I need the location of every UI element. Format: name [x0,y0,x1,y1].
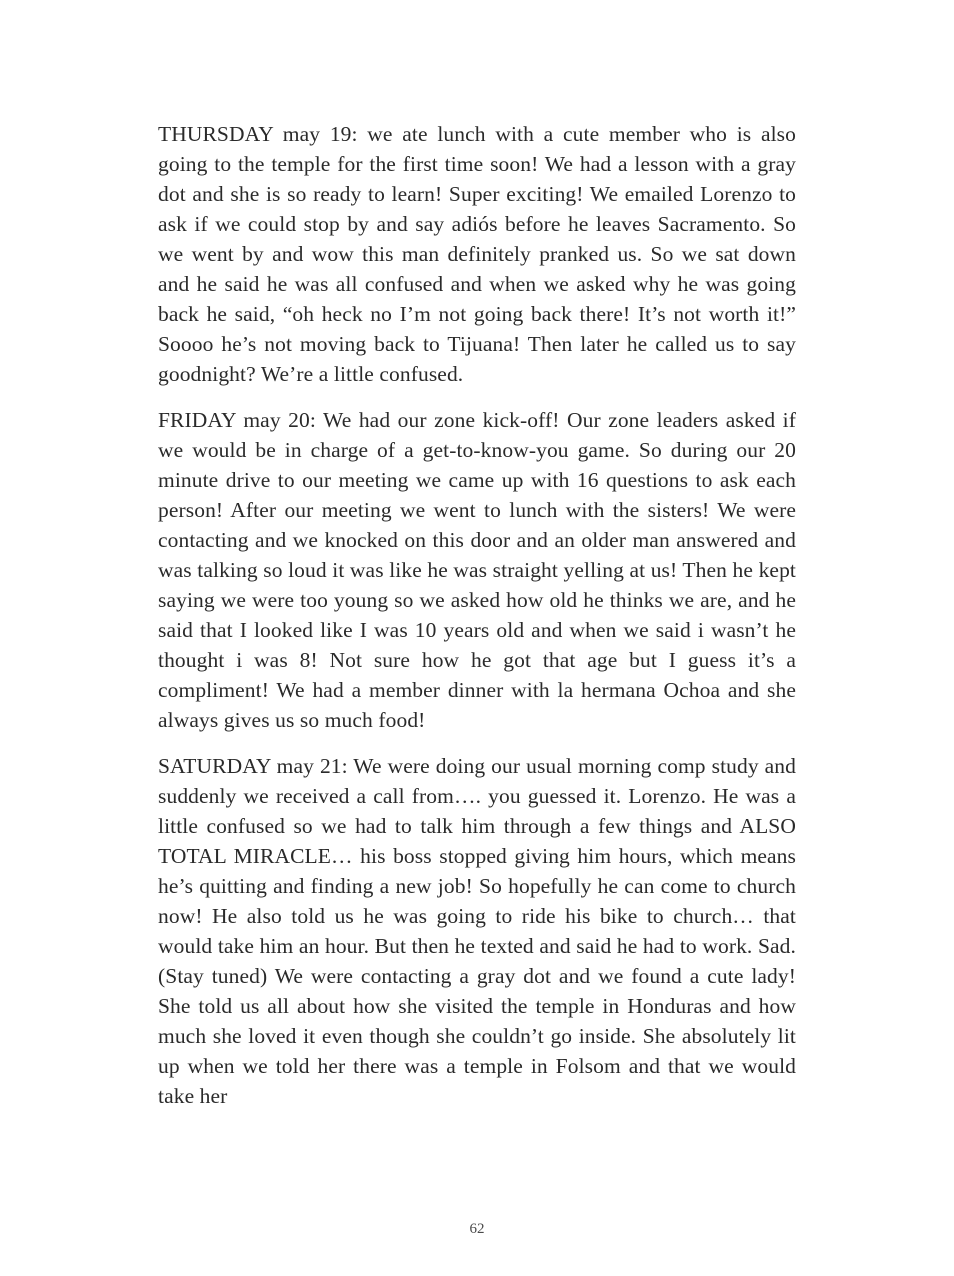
paragraph-friday: FRIDAY may 20: We had our zone kick-off! Our zone leaders asked if we would be in charge of a get-to-know-you game. So during our 20 minute drive to our meeting we came up with 16 questions to ask each person! After our meeting we went to lunch with the sisters! We were contacting and we knocked on this door and an older man answered and was talking so loud it was like he was straight yelling at us! Then he kept saying we were too young so we asked how old he thinks we are, and he said that I looked like I was 10 years old and when we said i wasn’t he thought i was 8! Not sure how he got that age but I guess it’s a compliment! We had a member dinner with la hermana Ochoa and she always gives us so much food! [158,408,796,732]
paragraph-thursday: THURSDAY may 19: we ate lunch with a cute member who is also going to the temple for the first time soon! We had a lesson with a gray dot and she is so ready to learn! Super exciting! We emailed Lorenzo to ask if we could stop by and say adiós before he leaves Sacramento. So we went by and wow this man definitely pranked us. So we sat down and he said he was all confused and when we asked why he was going back he said, “oh heck no I’m not going back there! It’s not worth it!” Soooo he’s not moving back to Tijuana! Then later he called us to say goodnight? We’re a little confused. [158,122,796,386]
journal-text [158,119,796,1127]
paragraph-saturday: SATURDAY may 21: We were doing our usual morning comp study and suddenly we received a call from…. you guessed it. Lorenzo. He was a little confused so we had to talk him through a few things and ALSO TOTAL MIRACLE… his boss stopped giving him hours, which means he’s quitting and finding a new job! So hopefully he can come to church now! He also told us he was going to ride his bike to church… that would take him an hour. But then he texted and said he had to work. Sad. (Stay tuned) We were contacting a gray dot and we found a cute lady! She told us all about how she visited the temple in Honduras and how much she loved it even though she couldn’t go inside. She absolutely lit up when we told her there was a temple in Folsom and that we would take her [158,754,796,1108]
page-number: 62 [469,1221,485,1237]
